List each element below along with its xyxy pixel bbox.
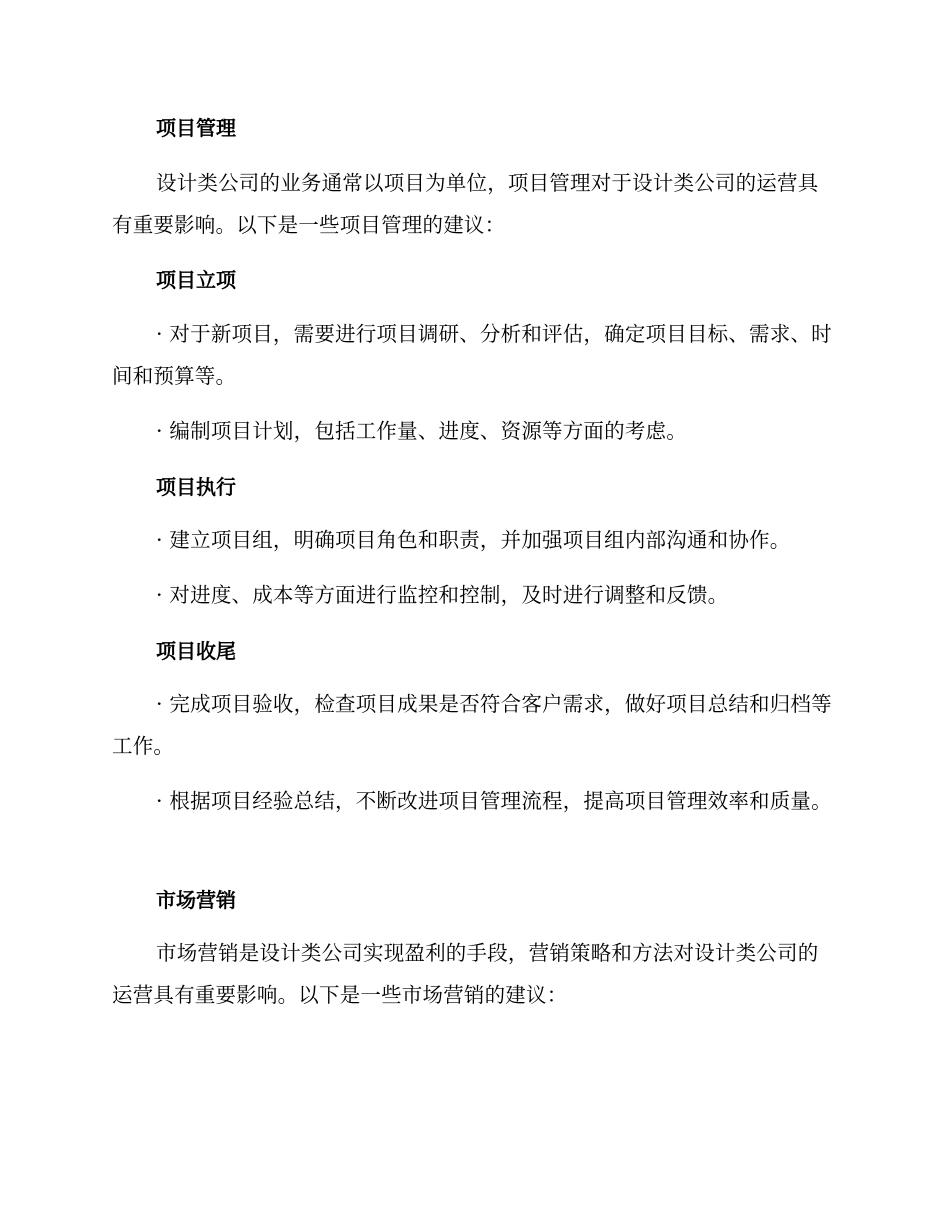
paragraph-marketing-intro: 市场营销是设计类公司实现盈利的手段，营销策略和方法对设计类公司的运营具有重要影响。以下是一些市场营销的建议： bbox=[112, 941, 819, 1007]
section-heading-project-closure: 项目收尾 bbox=[156, 639, 236, 663]
section-heading-project-execution: 项目执行 bbox=[156, 475, 236, 499]
section-heading-marketing: 市场营销 bbox=[156, 888, 236, 912]
bullet-project-execution-1: · 建立项目组，明确项目角色和职责，并加强项目组内部沟通和协作。 bbox=[156, 528, 791, 552]
bullet-project-closure-2: · 根据项目经验总结，不断改进项目管理流程，提高项目管理效率和质量。 bbox=[156, 789, 832, 813]
bullet-project-initiation-1: · 对于新项目，需要进行项目调研、分析和评估，确定项目目标、需求、时间和预算等。 bbox=[112, 322, 832, 388]
bullet-project-initiation-2: · 编制项目计划，包括工作量、进度、资源等方面的考虑。 bbox=[156, 419, 687, 443]
section-heading-project-initiation: 项目立项 bbox=[156, 268, 236, 292]
paragraph-project-management-intro: 设计类公司的业务通常以项目为单位，项目管理对于设计类公司的运营具有重要影响。以下是一些项目管理的建议： bbox=[112, 171, 819, 237]
bullet-project-execution-2: · 对进度、成本等方面进行监控和控制，及时进行调整和反馈。 bbox=[156, 583, 729, 607]
section-heading-project-management: 项目管理 bbox=[156, 116, 236, 140]
bullet-project-closure-1: · 完成项目验收，检查项目成果是否符合客户需求，做好项目总结和归档等工作。 bbox=[112, 692, 832, 758]
